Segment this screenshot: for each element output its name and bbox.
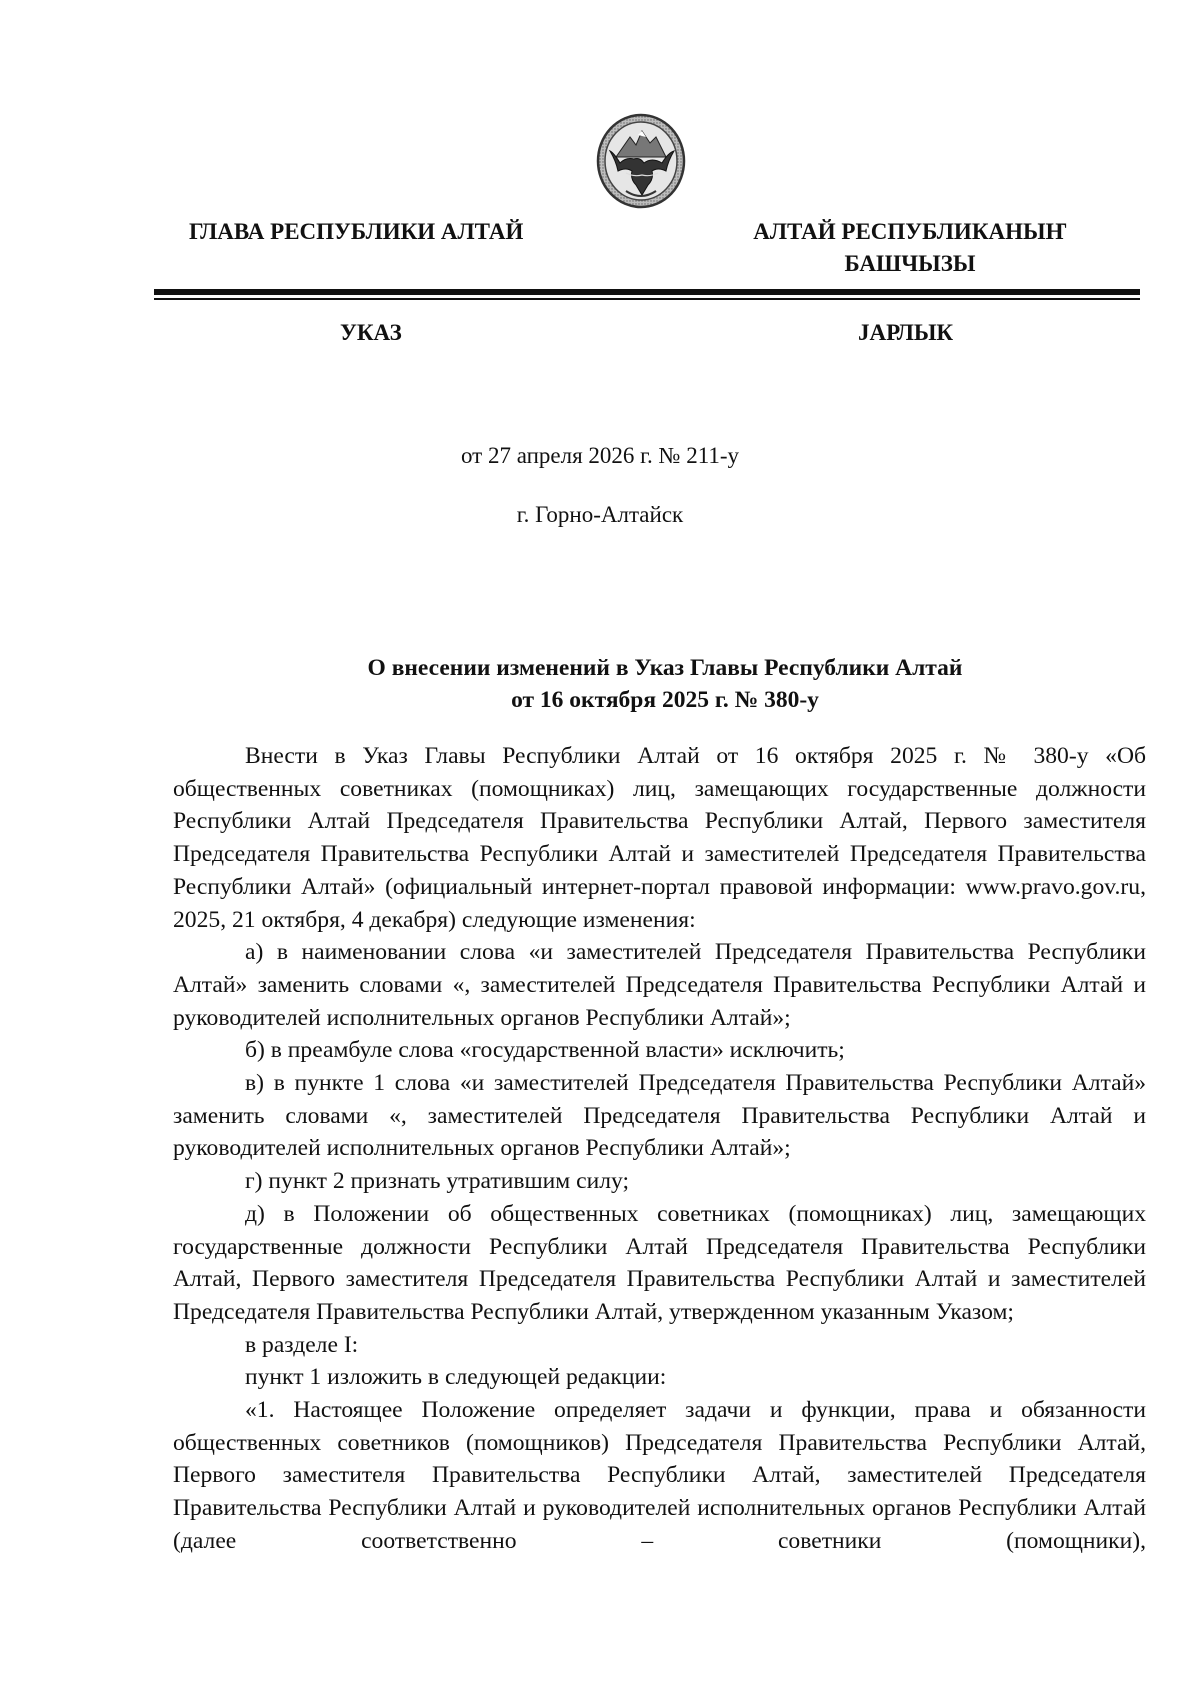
body-paragraph: б) в преамбуле слова «государственной власти» исключить;	[245, 1037, 845, 1064]
body-paragraph: в разделе I:	[245, 1331, 359, 1358]
decree-title-line2: от 16 октября 2025 г. № 380-у	[511, 687, 819, 713]
header-divider-thin	[154, 298, 1140, 300]
body-paragraph: «1. Настоящее Положение определяет задачи и функции, права и обязанности общественных советников (помощников) Председателя Правительства Республики Алтай, Первого заместителя Правительства Республики Алтай, заместителей Председателя Правительства Республики Алтай и руководителей исполнительных органов Республики Алтай (далее соответственно – советники (помощники),	[173, 1397, 1146, 1554]
decree-date-number: от 27 апреля 2026 г. № 211-у	[460, 443, 740, 468]
doc-kind-altai: ЈАРЛЫК	[858, 320, 954, 345]
decree-body	[173, 740, 1146, 1558]
body-paragraph: а) в наименовании слова «и заместителей Председателя Правительства Республики Алтай» заменить словами «, заместителей Председателя Правительства Республики Алтай и руководителей исполнительных органов Республики Алтай»;	[173, 939, 1146, 1031]
issuer-title-altai	[740, 216, 1080, 280]
doc-kind-russian: УКАЗ	[340, 320, 402, 345]
header-divider-thick	[154, 289, 1140, 295]
body-paragraph: в) в пункте 1 слова «и заместителей Председателя Правительства Республики Алтай» заменить словами «, заместителей Председателя Правительства Республики Алтай и руководителей исполнительных органов Республики Алтай»;	[173, 1070, 1146, 1162]
decree-title	[0, 652, 1200, 716]
issuer-title-russian: ГЛАВА РЕСПУБЛИКИ АЛТАЙ	[189, 219, 524, 244]
body-paragraph: пункт 1 изложить в следующей редакции:	[245, 1364, 667, 1391]
issuer-title-altai-line2: БАШЧЫЗЫ	[844, 251, 976, 276]
body-paragraph: д) в Положении об общественных советниках (помощниках) лиц, замещающих государственные должности Республики Алтай Председателя Правительства Республики Алтай, Первого заместителя Председателя Правительства Республики Алтай и заместителей Председателя Правительства Республики Алтай, утвержденном указанным Указом;	[173, 1200, 1146, 1325]
body-paragraph: г) пункт 2 признать утратившим силу;	[245, 1168, 630, 1195]
altai-republic-emblem-icon	[596, 113, 686, 209]
decree-title-line1: О внесении изменений в Указ Главы Республики Алтай	[367, 655, 963, 681]
body-paragraph: Внести в Указ Главы Республики Алтай от 16 октября 2025 г. № 380-у «Об общественных советниках (помощниках) лиц, замещающих государственные должности Республики Алтай Председателя Правительства Республики Алтай, Первого заместителя Председателя Правительства Республики Алтай и заместителей Председателя Правительства Республики Алтай» (официальный интернет-портал правовой информации: www.pravo.gov.ru, 2025, 21 октября, 4 декабря) следующие изменения:	[173, 743, 1146, 933]
issuer-title-altai-line1: АЛТАЙ РЕСПУБЛИКАНЫҤ	[753, 219, 1067, 244]
decree-city: г. Горно-Алтайск	[516, 502, 684, 527]
